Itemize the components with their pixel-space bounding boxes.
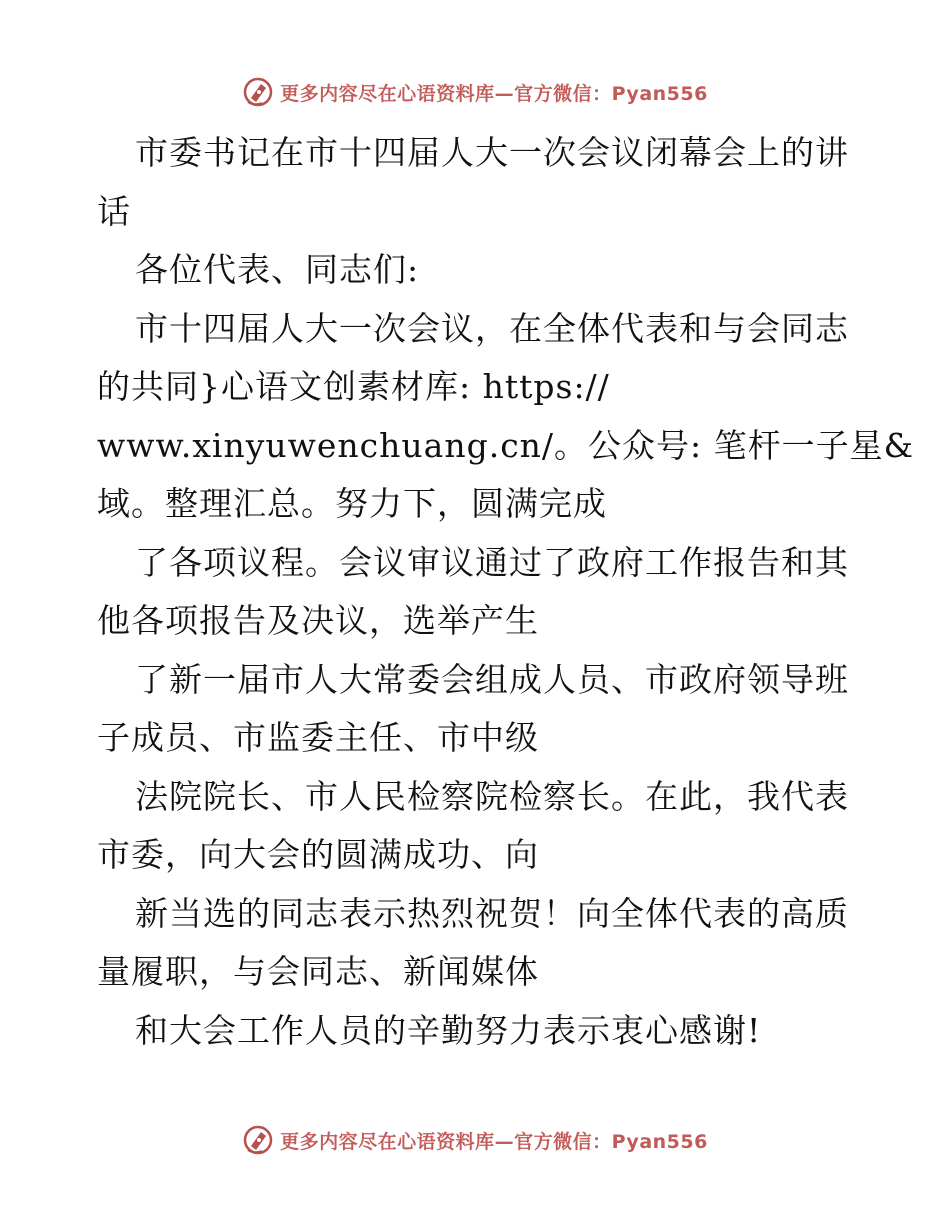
document-body: [97, 124, 915, 1060]
doc-title-line-2: 话: [97, 191, 131, 231]
paragraph-line: 市十四届人大一次会议，在全体代表和与会同志: [135, 308, 849, 348]
salutation: 各位代表、同志们:: [135, 250, 420, 289]
header-banner-text: 更多内容尽在心语资料库—官方微信：Pyan556: [280, 82, 708, 105]
footer-banner-text: 更多内容尽在心语资料库—官方微信：Pyan556: [280, 1130, 708, 1153]
paragraph-line: 了新一届市人大常委会组成人员、市政府领导班: [135, 659, 849, 699]
paragraph-line: www.xinyuwenchuang.cn/。公众号: 笔杆一子星&: [97, 425, 915, 465]
paragraph-line: 和大会工作人员的辛勤努力表示衷心感谢!: [135, 1010, 762, 1050]
pen-nib-logo-icon: [242, 76, 274, 108]
paragraph-line: 新当选的同志表示热烈祝贺！向全体代表的高质: [135, 893, 849, 933]
paragraph-line: 域。整理汇总。努力下，圆满完成: [97, 484, 607, 523]
doc-title-line-1: 市委书记在市十四届人大一次会议闭幕会上的讲: [135, 133, 849, 172]
paragraph-line: 子成员、市监委主任、市中级: [97, 718, 539, 757]
paragraph-line: 他各项报告及决议，选举产生: [97, 601, 539, 640]
paragraph-line: 市委，向大会的圆满成功、向: [97, 835, 539, 874]
paragraph-line: 量履职，与会同志、新闻媒体: [97, 952, 539, 991]
header-banner: [0, 72, 950, 112]
pen-nib-logo-icon: [242, 1124, 274, 1156]
paragraph-line: 法院院长、市人民检察院检察长。在此，我代表: [135, 776, 849, 816]
footer-banner: [0, 1120, 950, 1160]
paragraph-line: 了各项议程。会议审议通过了政府工作报告和其: [135, 542, 849, 582]
paragraph-line: 的共同}心语文创素材库: https://: [97, 367, 610, 406]
